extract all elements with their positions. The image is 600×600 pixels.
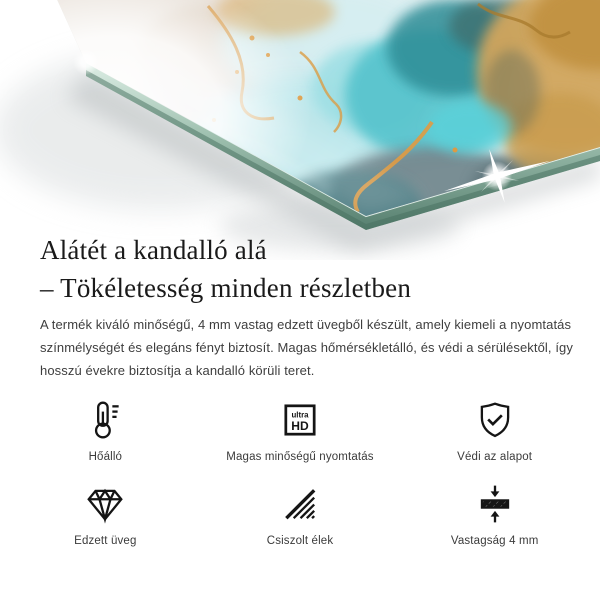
page-title-line2: – Tökéletesség minden részletben [40,273,412,303]
feature-print-quality [203,399,398,463]
description-line: hosszú évekre biztosítja a kandalló körüli teret. [40,363,315,378]
page-title [40,231,411,307]
ultra-hd-icon [279,399,321,441]
ultra-hd-icon-text-bottom: HD [291,418,309,433]
polished-edges-icon [279,483,321,525]
thickness-icon [474,483,516,525]
feature-tempered-glass [8,483,203,547]
feature-grid [8,399,592,547]
page-title-line1: Alátét a kandalló alá [40,235,267,265]
feature-thickness [397,483,592,547]
feature-polished-edges [203,483,398,547]
description-line: A termék kiváló minőségű, 4 mm vastag edzett üvegből készült, amely kiemeli a nyomtatás [40,317,572,332]
corner-glint [73,49,99,75]
diamond-icon [84,483,126,525]
feature-label: Védi az alapot [457,451,533,463]
description-line: színmélységét és elegáns fényt biztosít. Magas hőmérsékletálló, és védi a sérülésektől, így [40,340,573,355]
feature-heat-resistant [8,399,203,463]
product-image [0,0,600,260]
ultra-hd-icon-text-top: ultra [291,410,309,420]
thermometer-icon [84,399,126,441]
feature-protects-base [397,399,592,463]
shield-check-icon [474,399,516,441]
feature-label: Edzett üveg [74,535,137,547]
feature-label: Hőálló [88,451,123,463]
feature-label: Csiszolt élek [266,535,334,547]
product-description [40,313,573,382]
feature-label: Magas minőségű nyomtatás [226,451,374,463]
feature-label: Vastagság 4 mm [450,535,539,547]
